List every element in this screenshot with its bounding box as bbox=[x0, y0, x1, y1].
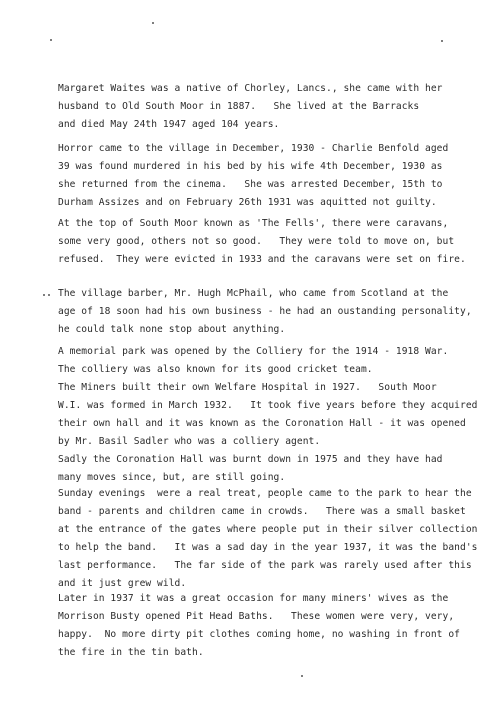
text-line: by Mr. Basil Sadler who was a colliery agent. bbox=[58, 436, 321, 447]
text-line: he could talk none stop about anything. bbox=[58, 324, 286, 335]
text-line: husband to Old South Moor in 1887. She lived at the Barracks bbox=[58, 101, 420, 112]
text-line: happy. No more dirty pit clothes coming home, no washing in front of bbox=[58, 629, 460, 640]
scan-speck bbox=[48, 294, 50, 296]
text-line: A memorial park was opened by the Colliery for the 1914 - 1918 War. bbox=[58, 346, 449, 357]
text-line: The village barber, Mr. Hugh McPhail, who came from Scotland at the bbox=[58, 288, 449, 299]
text-line: and died May 24th 1947 aged 104 years. bbox=[58, 119, 280, 130]
scan-speck bbox=[441, 40, 443, 42]
text-line: their own hall and it was known as the Coronation Hall - it was opened bbox=[58, 418, 466, 429]
text-line: some very good, others not so good. They were told to move on, but bbox=[58, 236, 455, 247]
text-line: the fire in the tin bath. bbox=[58, 647, 204, 658]
paragraph-sunday-evenings bbox=[58, 485, 478, 593]
paragraph-margaret-waites bbox=[58, 80, 458, 134]
text-line: At the top of South Moor known as 'The Fells', there were caravans, bbox=[58, 218, 449, 229]
text-line: The colliery was also known for its good cricket team. bbox=[58, 364, 373, 375]
text-line: Morrison Busty opened Pit Head Baths. These women were very, very, bbox=[58, 611, 455, 622]
text-line: Sunday evenings were a real treat, people came to the park to hear the bbox=[58, 488, 472, 499]
scan-speck bbox=[152, 22, 154, 24]
text-line: she returned from the cinema. She was arrested December, 15th to bbox=[58, 179, 443, 190]
text-line: 39 was found murdered in his bed by his wife 4th December, 1930 as bbox=[58, 161, 443, 172]
paragraph-murder-1930 bbox=[58, 140, 458, 212]
text-line: many moves since, but, are still going. bbox=[58, 472, 286, 483]
text-line: age of 18 soon had his own business - he had an oustanding personality, bbox=[58, 306, 472, 317]
paragraph-memorial-park bbox=[58, 343, 478, 487]
scan-speck bbox=[301, 675, 303, 677]
text-line: Sadly the Coronation Hall was burnt down in 1975 and they have had bbox=[58, 454, 443, 465]
text-line: The Miners built their own Welfare Hospital in 1927. South Moor bbox=[58, 382, 437, 393]
scan-speck bbox=[43, 294, 45, 296]
text-line: W.I. was formed in March 1932. It took five years before they acquired bbox=[58, 400, 478, 411]
text-line: Later in 1937 it was a great occasion for many miners' wives as the bbox=[58, 593, 449, 604]
text-line: Horror came to the village in December, 1930 - Charlie Benfold aged bbox=[58, 143, 449, 154]
text-line: refused. They were evicted in 1933 and the caravans were set on fire. bbox=[58, 254, 466, 265]
text-line: band - parents and children came in crowds. There was a small basket bbox=[58, 506, 466, 517]
text-line: last performance. The far side of the park was rarely used after this bbox=[58, 560, 472, 571]
scan-speck bbox=[50, 39, 52, 41]
text-line: Durham Assizes and on February 26th 1931 was aquitted not guilty. bbox=[58, 197, 437, 208]
text-line: and it just grew wild. bbox=[58, 578, 187, 589]
paragraph-pit-head-baths bbox=[58, 590, 458, 662]
text-line: Margaret Waites was a native of Chorley, Lancs., she came with her bbox=[58, 83, 443, 94]
paragraph-the-fells bbox=[58, 215, 466, 269]
text-line: at the entrance of the gates where people put in their silver collection bbox=[58, 524, 478, 535]
paragraph-village-barber bbox=[58, 285, 472, 339]
text-line: to help the band. It was a sad day in the year 1937, it was the band's bbox=[58, 542, 478, 553]
